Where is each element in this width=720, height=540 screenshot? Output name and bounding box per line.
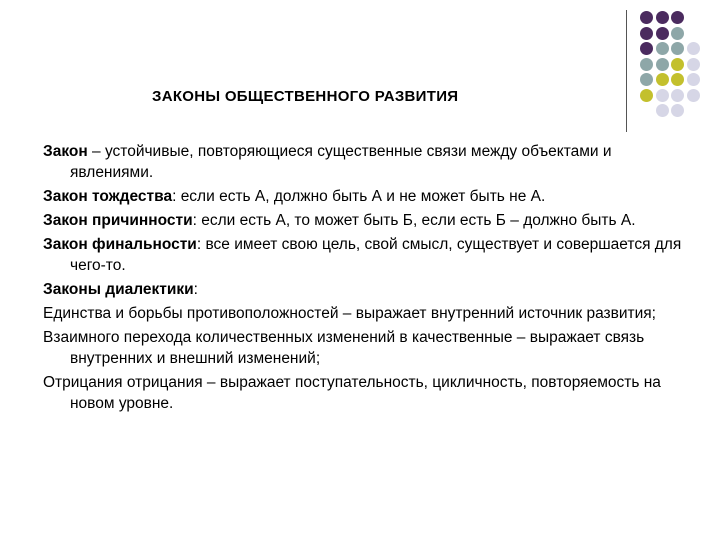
description: – устойчивые, повторяющиеся существенные связи между объектами и явлениями. (70, 143, 612, 181)
paragraph-law-finality (43, 234, 693, 276)
decoration-dot (671, 58, 684, 71)
description: : если есть А, должно быть А и не может быть не А. (172, 188, 546, 205)
decoration-dot (640, 42, 653, 55)
paragraph-law-identity (43, 186, 693, 207)
description: Взаимного перехода количественных изменений в качественные – выражает связь внутренних и внешний изменений; (43, 329, 645, 367)
decoration-dot (656, 58, 669, 71)
description: : если есть А, то может быть Б, если есть Б – должно быть А. (192, 212, 636, 229)
term: Закон финальности (43, 236, 197, 253)
decoration-dot (656, 73, 669, 86)
decoration-dot (687, 73, 700, 86)
decoration-dot (687, 42, 700, 55)
decoration-dot (656, 42, 669, 55)
decoration-dot (671, 89, 684, 102)
decoration-dot (671, 11, 684, 24)
term: Закон тождества (43, 188, 173, 205)
slide-body (43, 141, 693, 417)
decoration-dot (640, 11, 653, 24)
term: Закон (43, 143, 88, 160)
description: Отрицания отрицания – выражает поступательность, цикличность, повторяемость на новом уровне. (43, 374, 661, 412)
paragraph-laws-dialectics (43, 279, 693, 300)
description: Единства и борьбы противоположностей – выражает внутренний источник развития; (43, 305, 656, 322)
decoration-dot (671, 73, 684, 86)
paragraph-quantity-quality (43, 327, 693, 369)
decoration-dot (640, 73, 653, 86)
vertical-divider (626, 10, 627, 132)
decoration-dot (671, 104, 684, 117)
decoration-dot (640, 27, 653, 40)
decoration-dot (687, 89, 700, 102)
paragraph-law-definition (43, 141, 693, 183)
term: Законы диалектики (43, 281, 194, 298)
decoration-dot (656, 104, 669, 117)
paragraph-law-causality (43, 210, 693, 231)
description: : (193, 281, 198, 298)
decoration-dot (671, 27, 684, 40)
paragraph-negation-of-negation (43, 372, 693, 414)
slide-title: ЗАКОНЫ ОБЩЕСТВЕННОГО РАЗВИТИЯ (152, 88, 459, 105)
decoration-dot (656, 89, 669, 102)
decoration-dot (640, 89, 653, 102)
paragraph-unity-of-opposites (43, 303, 693, 324)
decoration-dot (656, 11, 669, 24)
decoration-dot (687, 58, 700, 71)
decoration-dot (640, 58, 653, 71)
decoration-dot (656, 27, 669, 40)
description: : все имеет свою цель, свой смысл, существует и совершается для чего-то. (70, 236, 682, 274)
term: Закон причинности (43, 212, 193, 229)
decoration-dot (671, 42, 684, 55)
